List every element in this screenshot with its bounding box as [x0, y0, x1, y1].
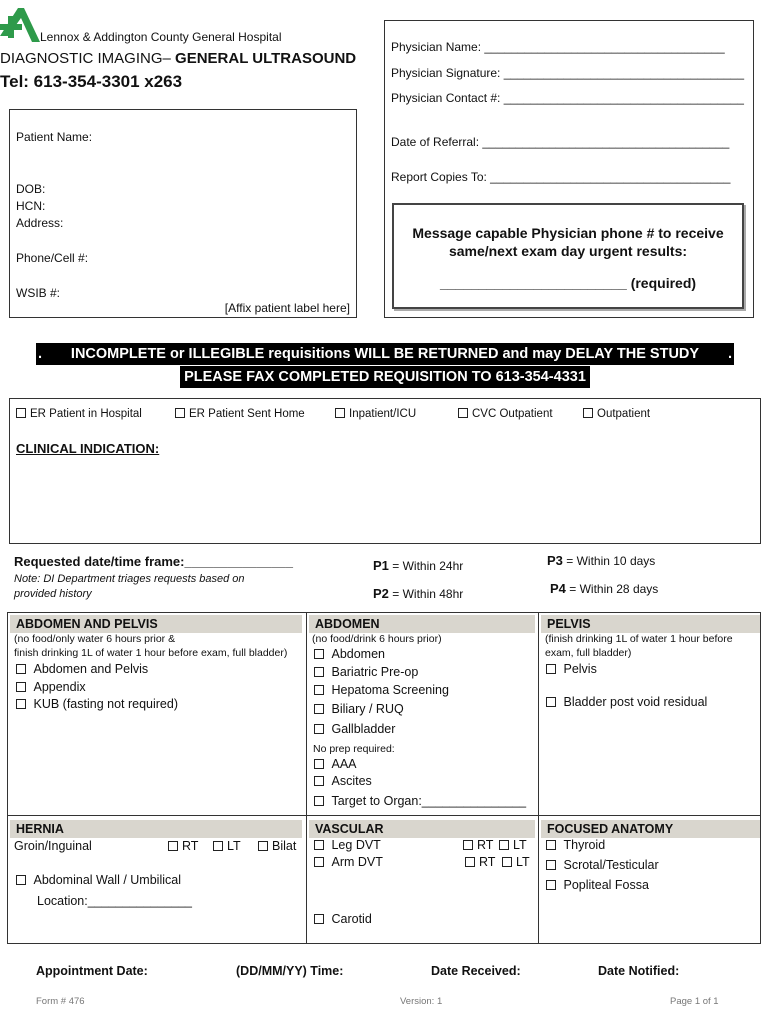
exam-label: Biliary / RUQ: [331, 702, 404, 716]
exam-hepatoma-screening[interactable]: [314, 683, 449, 697]
column-divider: [538, 613, 539, 943]
patient-info-box: [9, 109, 357, 318]
option-er-in-hospital[interactable]: [16, 408, 142, 420]
checkbox-icon[interactable]: [314, 649, 324, 659]
checkbox-icon[interactable]: [213, 841, 223, 851]
section-abdomen-title: ABDOMEN: [309, 615, 535, 633]
exam-abdominal-wall[interactable]: [16, 873, 181, 887]
exam-ascites[interactable]: [314, 774, 372, 788]
urgent-results-box: [392, 203, 744, 309]
exam-label: Abdominal Wall / Umbilical: [33, 873, 181, 887]
exam-pelvis[interactable]: [546, 662, 597, 676]
report-copies-field[interactable]: Report Copies To: ____________________________________: [391, 170, 731, 184]
exam-carotid[interactable]: [314, 912, 372, 926]
checkbox-icon[interactable]: [314, 759, 324, 769]
exam-label: Popliteal Fossa: [563, 878, 649, 892]
checkbox-icon[interactable]: [314, 857, 324, 867]
urgent-message-line2: same/next exam day urgent results:: [448, 243, 688, 259]
form-number: Form # 476: [36, 996, 85, 1007]
checkbox-icon[interactable]: [499, 840, 509, 850]
checkbox-icon[interactable]: [546, 840, 556, 850]
priority-p3: [547, 553, 655, 568]
checkbox-icon[interactable]: [546, 880, 556, 890]
pelvis-prep-line1: (finish drinking 1L of water 1 hour before: [545, 633, 733, 645]
exam-label: Abdomen: [331, 647, 385, 661]
option-label: Outpatient: [597, 408, 651, 420]
checkbox-icon[interactable]: [168, 841, 178, 851]
checkbox-icon[interactable]: [314, 840, 324, 850]
section-focused-anatomy-title: FOCUSED ANATOMY: [541, 820, 760, 838]
form-version: Version: 1: [400, 996, 443, 1007]
exam-kub[interactable]: [16, 697, 178, 711]
exam-label: Arm DVT: [331, 855, 383, 869]
exam-thyroid[interactable]: [546, 838, 605, 852]
appointment-date-field[interactable]: Appointment Date:: [36, 964, 148, 978]
triage-note-line1: Note: DI Department triages requests based on: [14, 573, 245, 585]
physician-name-field[interactable]: Physician Name: ____________________________________: [391, 40, 725, 54]
hernia-lt-option[interactable]: [213, 839, 241, 853]
exam-label: Thyroid: [563, 838, 606, 852]
checkbox-icon[interactable]: [546, 697, 556, 707]
exam-gallbladder[interactable]: [314, 722, 395, 736]
checkbox-icon[interactable]: [546, 664, 556, 674]
date-notified-field[interactable]: Date Notified:: [598, 964, 680, 978]
checkbox-icon[interactable]: [175, 408, 185, 418]
checkbox-icon[interactable]: [16, 682, 26, 692]
hcn-field[interactable]: HCN:: [16, 199, 46, 213]
urgent-message-line1: Message capable Physician phone # to receive: [412, 225, 724, 241]
abd-pelvis-prep-line2: finish drinking 1L of water 1 hour before exam, full bladder): [14, 647, 288, 659]
section-hernia-title: HERNIA: [10, 820, 302, 838]
priority-text: = Within 28 days: [565, 582, 659, 596]
hernia-groin-label: Groin/Inguinal: [14, 839, 92, 853]
section-pelvis-title: PELVIS: [541, 615, 760, 633]
checkbox-icon[interactable]: [314, 776, 324, 786]
option-er-sent-home[interactable]: [175, 408, 305, 420]
checkbox-icon[interactable]: [314, 796, 324, 806]
priority-p1: [373, 558, 463, 573]
exam-grid: [7, 612, 761, 944]
option-label: LT: [227, 839, 241, 853]
option-label: ER Patient in Hospital: [30, 408, 142, 420]
physician-signature-field[interactable]: Physician Signature: ____________________________________: [391, 66, 744, 80]
phone-field[interactable]: Phone/Cell #:: [16, 251, 89, 265]
checkbox-icon[interactable]: [583, 408, 593, 418]
warning-banner: [36, 343, 734, 365]
page-number: Page 1 of 1: [670, 996, 719, 1007]
date-received-field[interactable]: Date Received:: [431, 964, 521, 978]
pelvis-prep-line2: exam, full bladder): [545, 647, 632, 659]
row-divider: [8, 815, 760, 816]
exam-arm-dvt[interactable]: [314, 855, 383, 869]
checkbox-icon[interactable]: [16, 875, 26, 885]
option-label: RT: [182, 839, 199, 853]
exam-label: Hepatoma Screening: [331, 683, 449, 697]
exam-label: Bladder post void residual: [563, 695, 708, 709]
option-label: LT: [516, 855, 530, 869]
option-outpatient[interactable]: [583, 408, 650, 420]
option-label: LT: [513, 838, 527, 852]
leg-rt-option[interactable]: [463, 838, 493, 852]
priority-text: = Within 10 days: [562, 554, 656, 568]
checkbox-icon[interactable]: [16, 699, 26, 709]
checkbox-icon[interactable]: [314, 724, 324, 734]
banner-dot-left: .: [38, 346, 43, 362]
checkbox-icon[interactable]: [502, 857, 512, 867]
exam-label: Target to Organ:_______________: [331, 794, 527, 808]
department-title: [0, 50, 356, 67]
exam-label: Pelvis: [563, 662, 597, 676]
checkbox-icon[interactable]: [335, 408, 345, 418]
exam-appendix[interactable]: [16, 680, 86, 694]
clinical-indication-box: [9, 398, 761, 544]
option-label: Inpatient/ICU: [349, 408, 417, 420]
physician-contact-field[interactable]: Physician Contact #: ____________________________________: [391, 91, 744, 105]
exam-bariatric-preop[interactable]: [314, 665, 418, 679]
clinical-indication-title: CLINICAL INDICATION:: [16, 441, 160, 456]
leg-lt-option[interactable]: [499, 838, 527, 852]
option-inpatient-icu[interactable]: [335, 408, 416, 420]
referral-date-field[interactable]: Date of Referral: _____________________________________: [391, 135, 730, 149]
appointment-time-field[interactable]: (DD/MM/YY) Time:: [236, 964, 344, 978]
option-label: ER Patient Sent Home: [189, 408, 305, 420]
exam-label: Scrotal/Testicular: [563, 858, 659, 872]
column-divider: [306, 613, 307, 943]
exam-label: KUB (fasting not required): [33, 697, 178, 711]
exam-label: Bariatric Pre-op: [331, 665, 419, 679]
hospital-name: Lennox & Addington County General Hospital: [40, 30, 282, 44]
priority-text: = Within 48hr: [388, 587, 464, 601]
exam-biliary-ruq[interactable]: [314, 702, 404, 716]
option-label: CVC Outpatient: [472, 408, 553, 420]
checkbox-icon[interactable]: [465, 857, 475, 867]
physician-info-box: [384, 20, 754, 318]
priority-code: P3: [547, 553, 563, 568]
exam-label: Leg DVT: [331, 838, 381, 852]
priority-p4: [550, 581, 658, 596]
exam-label: Ascites: [331, 774, 372, 788]
exam-leg-dvt[interactable]: [314, 838, 381, 852]
section-abdomen-pelvis-title: ABDOMEN AND PELVIS: [10, 615, 302, 633]
checkbox-icon[interactable]: [546, 860, 556, 870]
wsib-field[interactable]: WSIB #:: [16, 286, 61, 300]
exam-bladder-post-void[interactable]: [546, 695, 707, 709]
checkbox-icon[interactable]: [314, 914, 324, 924]
priority-code: P2: [373, 586, 389, 601]
banner-dot-right: .: [727, 346, 732, 362]
exam-scrotal-testicular[interactable]: [546, 858, 659, 872]
patient-name-field[interactable]: Patient Name:: [16, 130, 93, 144]
exam-label: AAA: [331, 757, 357, 771]
checkbox-icon[interactable]: [16, 408, 26, 418]
requested-timeframe-field[interactable]: Requested date/time frame:_______________: [14, 554, 293, 569]
dob-field[interactable]: DOB:: [16, 182, 46, 196]
section-vascular-title: VASCULAR: [309, 820, 535, 838]
hernia-bilat-option[interactable]: [258, 839, 296, 853]
exam-target-to-organ[interactable]: [314, 794, 526, 808]
abdomen-prep: (no food/drink 6 hours prior): [312, 633, 442, 645]
checkbox-icon[interactable]: [458, 408, 468, 418]
option-label: RT: [479, 855, 496, 869]
checkbox-icon[interactable]: [314, 667, 324, 677]
checkbox-icon[interactable]: [16, 664, 26, 674]
checkbox-icon[interactable]: [258, 841, 268, 851]
option-label: Bilat: [272, 839, 297, 853]
checkbox-icon[interactable]: [314, 685, 324, 695]
exam-label: Gallbladder: [331, 722, 396, 736]
exam-popliteal-fossa[interactable]: [546, 878, 649, 892]
exam-label: Carotid: [331, 912, 372, 926]
address-field[interactable]: Address:: [16, 216, 64, 230]
hospital-logo: [0, 6, 40, 42]
option-cvc-outpatient[interactable]: [458, 408, 553, 420]
exam-label: Abdomen and Pelvis: [33, 662, 149, 676]
priority-text: = Within 24hr: [388, 559, 464, 573]
exam-abdomen[interactable]: [314, 647, 385, 661]
arm-rt-option[interactable]: [465, 855, 495, 869]
priority-code: P1: [373, 558, 389, 573]
checkbox-icon[interactable]: [314, 704, 324, 714]
abd-pelvis-prep-line1: (no food/only water 6 hours prior &: [14, 633, 176, 645]
banner-warning-text: INCOMPLETE or ILLEGIBLE requisitions WILL BE RETURNED and may DELAY THE STUDY: [70, 346, 700, 362]
option-label: RT: [477, 838, 494, 852]
department-phone: Tel: 613-354-3301 x263: [0, 72, 183, 91]
arm-lt-option[interactable]: [502, 855, 530, 869]
priority-code: P4: [550, 581, 566, 596]
triage-note: [14, 572, 245, 602]
exam-abdomen-and-pelvis[interactable]: [16, 662, 148, 676]
department-prefix: DIAGNOSTIC IMAGING–: [0, 50, 176, 67]
priority-p2: [373, 586, 463, 601]
exam-label: Appendix: [33, 680, 86, 694]
hernia-rt-option[interactable]: [168, 839, 198, 853]
exam-aaa[interactable]: [314, 757, 357, 771]
fax-banner: PLEASE FAX COMPLETED REQUISITION TO 613-354-4331: [180, 366, 590, 388]
urgent-phone-field[interactable]: ________________________ (required): [439, 275, 697, 291]
hernia-location-field[interactable]: Location:_______________: [37, 894, 193, 908]
department-service: GENERAL ULTRASOUND: [175, 50, 357, 67]
checkbox-icon[interactable]: [463, 840, 473, 850]
triage-note-line2: provided history: [14, 588, 92, 600]
no-prep-label: No prep required:: [313, 743, 395, 755]
affix-label-note: [Affix patient label here]: [224, 301, 350, 315]
